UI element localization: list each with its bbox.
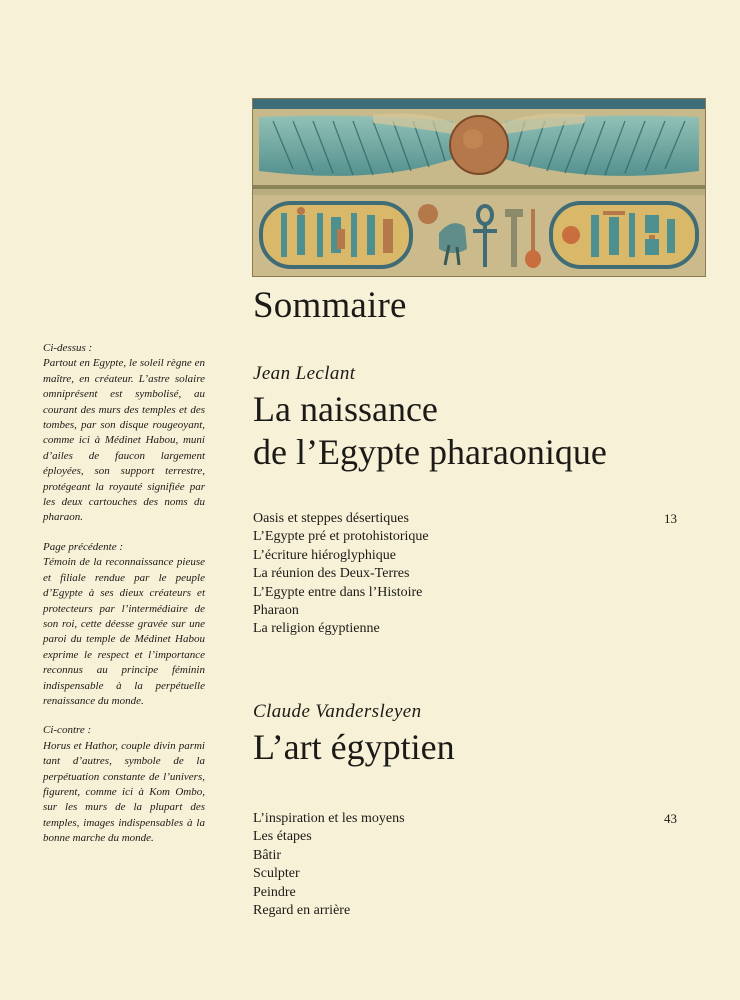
- caption-text: Horus et Hathor, couple divin parmi tant d’autres, symbole de la perpétuation constante de l’univers, figurent, comme ici à Kom Ombo, sur les murs de la plupart des temples, images indispensables à la bonne marche du monde.: [43, 739, 205, 845]
- toc-item-label: Pharaon: [253, 603, 299, 619]
- relief-image: [252, 98, 706, 277]
- caption-text: Partout en Egypte, le soleil règne en maître, en créateur. L’astre solaire omniprésent est symbolisé, au courant des murs des temples et des tombes, par son disque rougeoyant, comme ici à Médinet Habou, muni d’ailes de faucon largement éployées, son support terrestre, protégeant la royauté signifiée par les deux cartouches des noms du pharaon.: [43, 357, 205, 524]
- toc-item[interactable]: [253, 510, 677, 528]
- toc-item-label: Bâtir: [253, 847, 281, 863]
- toc-item[interactable]: [253, 828, 677, 846]
- winged-sun-relief: [253, 99, 705, 276]
- toc-item[interactable]: [253, 810, 677, 828]
- toc-page-number: 43: [664, 811, 677, 826]
- toc-list: [253, 510, 677, 639]
- section-title-line: La naissance: [253, 389, 438, 429]
- toc-item-label: Les étapes: [253, 829, 312, 845]
- caption-text: Témoin de la reconnaissance pieuse et filiale rendue par le peuple d’Egypte à ses dieux créateurs et protecteurs par l’intermédiaire de son roi, cette déesse gravée sur une paroi du temple de Médinet Habou exprime le respect et l’importance reconnus au principe féminin indispensable à la perpétuelle renaissance du monde.: [43, 556, 205, 707]
- toc-item-label: Peindre: [253, 884, 296, 900]
- caption-title: Ci-contre :: [43, 724, 92, 737]
- toc-item-label: Oasis et steppes désertiques: [253, 511, 409, 526]
- caption-previous-page: [43, 540, 205, 709]
- toc-item-label: La religion égyptienne: [253, 621, 380, 637]
- toc-item[interactable]: [253, 902, 677, 920]
- section-title-line: de l’Egypte pharaonique: [253, 432, 607, 472]
- toc-item-label: L’Egypte pré et protohistorique: [253, 529, 429, 545]
- section-title: [253, 388, 677, 474]
- toc-item-label: L’Egypte entre dans l’Histoire: [253, 584, 423, 600]
- toc-item[interactable]: [253, 584, 677, 602]
- section-author: Jean Leclant: [253, 363, 356, 384]
- caption-opposite: [43, 723, 205, 846]
- toc-item[interactable]: [253, 884, 677, 902]
- toc-item[interactable]: [253, 602, 677, 620]
- page-title: Sommaire: [253, 285, 407, 326]
- toc-section-vandersleyen: [253, 700, 677, 920]
- caption-above: [43, 341, 205, 526]
- section-author: Claude Vandersleyen: [253, 701, 422, 722]
- toc-item[interactable]: [253, 547, 677, 565]
- toc-section-leclant: [253, 362, 677, 639]
- toc-item[interactable]: [253, 865, 677, 883]
- caption-title: Ci-dessus :: [43, 342, 93, 354]
- toc-item[interactable]: [253, 528, 677, 546]
- toc-item-label: Regard en arrière: [253, 903, 351, 919]
- toc-list: [253, 810, 677, 920]
- caption-title: Page précédente :: [43, 540, 124, 553]
- section-title: L’art égyptien: [253, 727, 455, 767]
- toc-item-label: La réunion des Deux-Terres: [253, 566, 410, 582]
- toc-item-label: L’écriture hiéroglyphique: [253, 547, 396, 563]
- toc-item-label: L’inspiration et les moyens: [253, 811, 405, 826]
- toc-item[interactable]: [253, 847, 677, 865]
- toc-item[interactable]: [253, 620, 677, 638]
- toc-item-label: Sculpter: [253, 866, 300, 882]
- toc-item[interactable]: [253, 565, 677, 583]
- image-captions: [43, 341, 205, 861]
- toc-page-number: 13: [664, 511, 677, 526]
